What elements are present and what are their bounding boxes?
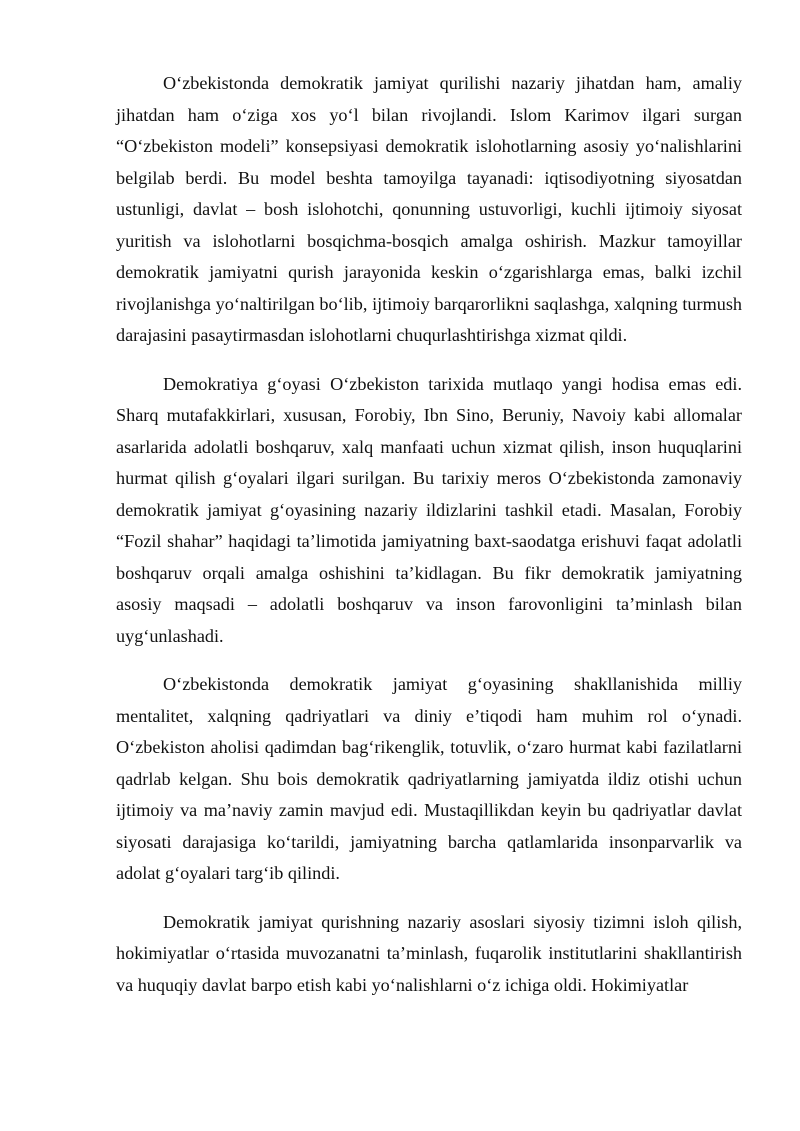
document-body bbox=[116, 68, 742, 1018]
paragraph-2: Demokratiya g‘oyasi O‘zbekiston tarixida mutlaqo yangi hodisa emas edi. Sharq mutafakkirlari, xususan, Forobiy, Ibn Sino, Beruniy, Navoiy kabi allomalar asarlarida adolatli boshqaruv, xalq manfaati uchun xizmat qilish, inson huquqlarini hurmat qilish g‘oyalari ilgari surilgan. Bu tarixiy meros O‘zbekistonda zamonaviy demokratik jamiyat g‘oyasining nazariy ildizlarini tashkil etadi. Masalan, Forobiy “Fozil shahar” haqidagi ta’limotida jamiyatning baxt-saodatga erishuvi faqat adolatli boshqaruv orqali amalga oshishini ta’kidlagan. Bu fikr demokratik jamiyatning asosiy maqsadi – adolatli boshqaruv va inson farovonligini ta’minlash bilan uyg‘unlashadi. bbox=[116, 373, 742, 646]
paragraph-1: O‘zbekistonda demokratik jamiyat qurilishi nazariy jihatdan ham, amaliy jihatdan ham o‘ziga xos yo‘l bilan rivojlandi. Islom Karimov ilgari surgan “O‘zbekiston modeli” konsepsiyasi demokratik islohotlarning asosiy yo‘nalishlarini belgilab berdi. Bu model beshta tamoyilga tayanadi: iqtisodiyotning siyosatdan ustunligi, davlat – bosh islohotchi, qonunning ustuvorligi, kuchli ijtimoiy siyosat yuritish va islohotlarni bosqichma-bosqich amalga oshirish. Mazkur tamoyillar demokratik jamiyatni qurish jarayonida keskin o‘zgarishlarga emas, balki izchil rivojlanishga yo‘naltirilgan bo‘lib, ijtimoiy barqarorlikni saqlashga, xalqning turmush darajasini pasaytirmasdan islohotlarni chuqurlashtirishga xizmat qildi. bbox=[116, 73, 742, 345]
paragraph-4: Demokratik jamiyat qurishning nazariy asoslari siyosiy tizimni isloh qilish, hokimiyatlar o‘rtasida muvozanatni ta’minlash, fuqarolik institutlarini shakllantirish va huquqiy davlat barpo etish kabi yo‘nalishlarni o‘z ichiga oldi. Hokimiyatlar bbox=[116, 911, 742, 995]
paragraph-3: O‘zbekistonda demokratik jamiyat g‘oyasining shakllanishida milliy mentalitet, xalqning qadriyatlari va diniy e’tiqodi ham muhim rol o‘ynadi. O‘zbekiston aholisi qadimdan bag‘rikenglik, totuvlik, o‘zaro hurmat kabi fazilatlarni qadrlab kelgan. Shu bois demokratik qadriyatlarning jamiyatda ildiz otishi uchun ijtimoiy va ma’naviy zamin mavjud edi. Mustaqillikdan keyin bu qadriyatlar davlat siyosati darajasiga ko‘tarildi, jamiyatning barcha qatlamlarida insonparvarlik va adolat g‘oyalari targ‘ib qilindi. bbox=[116, 674, 742, 883]
